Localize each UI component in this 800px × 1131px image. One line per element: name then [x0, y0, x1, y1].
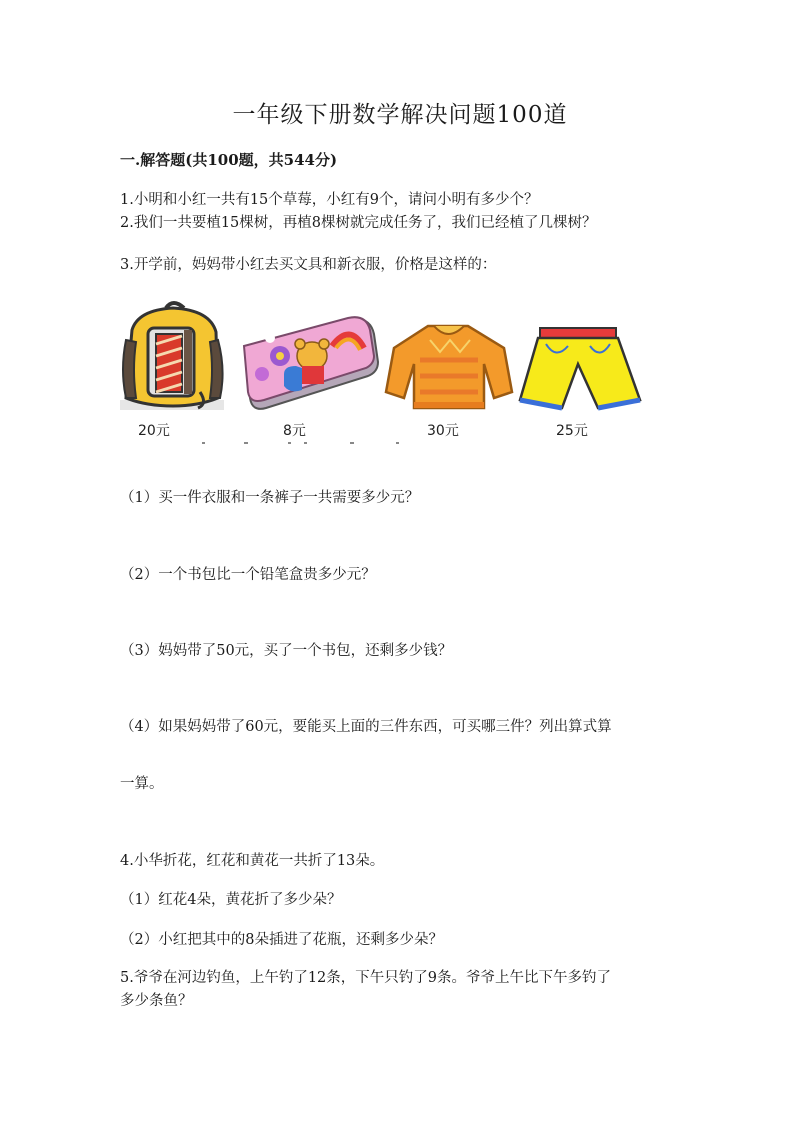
- price-sweater: 30元: [427, 423, 459, 439]
- question-3-part-1: （1）买一件衣服和一条裤子一共需要多少元？: [120, 490, 420, 506]
- question-3-intro: 3.开学前，妈妈带小红去买文具和新衣服，价格是这样的：: [120, 257, 497, 273]
- question-4-part-1: （1）红花4朵，黄花折了多少朵？: [120, 892, 342, 908]
- question-3-part-4-line-2: 一算。: [120, 776, 164, 792]
- backpack-icon: [118, 300, 228, 412]
- page-title: 一年级下册数学解决问题100道: [232, 102, 568, 128]
- question-2: 2.我们一共要植15棵树，再植8棵树就完成任务了，我们已经植了几棵树？: [120, 215, 597, 231]
- pencil-case-icon: [240, 316, 380, 412]
- price-backpack: 20元: [138, 423, 170, 439]
- question-3-part-2: （2）一个书包比一个铅笔盒贵多少元？: [120, 567, 376, 583]
- question-1: 1.小明和小红一共有15个草莓，小红有9个，请问小明有多少个？: [120, 192, 539, 208]
- price-pencil-case: 8元: [283, 423, 306, 439]
- question-5-line-1: 5.爷爷在河边钓鱼，上午钓了12条，下午只钓了9条。爷爷上午比下午多钓了: [120, 970, 612, 986]
- question-4-part-2: （2）小红把其中的8朵插进了花瓶，还剩多少朵？: [120, 932, 443, 948]
- question-3-part-3: （3）妈妈带了50元，买了一个书包，还剩多少钱？: [120, 643, 453, 659]
- question-4-intro: 4.小华折花，红花和黄花一共折了13朵。: [120, 853, 385, 869]
- question-5-line-2: 多少条鱼？: [120, 993, 193, 1009]
- price-shorts: 25元: [556, 423, 588, 439]
- shorts-icon: [516, 326, 644, 412]
- question-3-part-4-line-1: （4）如果妈妈带了60元，要能买上面的三件东西，可买哪三件？列出算式算: [120, 719, 612, 735]
- sweater-icon: [384, 320, 514, 414]
- section-heading: 一.解答题(共100题，共544分): [120, 151, 338, 169]
- image-crop-artifact: [200, 441, 420, 447]
